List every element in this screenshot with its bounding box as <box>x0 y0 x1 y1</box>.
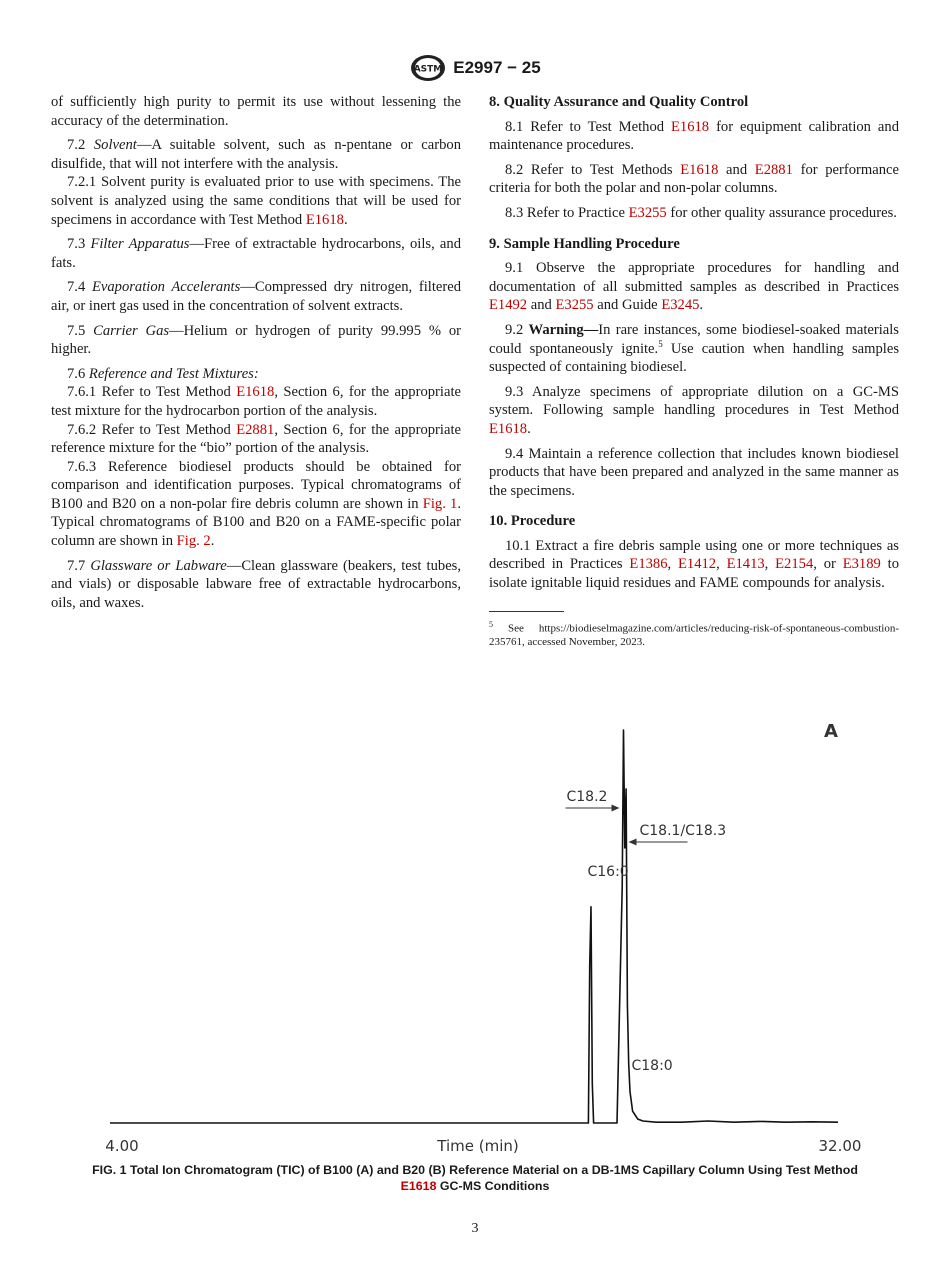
annotation-c18-1-c18-3: C18.1/C18.3 <box>639 823 727 839</box>
footnote-ref[interactable]: 5 <box>658 338 663 349</box>
paragraph-7-4: 7.4 Evaporation Accelerants—Compressed dry nitrogen, filtered air, or inert gas used in the concentration of solvent extracts. <box>51 279 462 314</box>
x-tick-label-end: 32.00 <box>818 1137 862 1155</box>
paragraph-7-5: 7.5 Carrier Gas—Helium or hydrogen of purity 99.995 % or higher. <box>51 322 461 358</box>
ref-e3255-link[interactable]: E3255 <box>628 204 667 221</box>
ref-e1386-link[interactable]: E1386 <box>629 556 668 573</box>
paragraph-8-1: 8.1 Refer to Test Method E1618 for equipment calibration and maintenance procedures. <box>489 118 899 154</box>
ref-e3245-link[interactable]: E3245 <box>661 297 700 314</box>
ref-e2881-link[interactable]: E2881 <box>754 161 793 178</box>
paragraph-7-6-2: 7.6.2 Refer to Test Method E2881, Section 6, for the appropriate reference mixture for the “bio” portion of the analysis. <box>51 421 461 457</box>
chromatogram-chart <box>90 705 870 1165</box>
paragraph-8-3: 8.3 Refer to Practice E3255 for other quality assurance procedures. <box>505 204 897 221</box>
right-column <box>489 93 899 649</box>
left-column <box>51 93 461 618</box>
ref-e2154-link[interactable]: E2154 <box>775 556 814 573</box>
ref-e1492-link[interactable]: E1492 <box>489 297 528 314</box>
chart-panel-label: A <box>824 721 838 742</box>
paragraph-10-1: 10.1 Extract a fire debris sample using one or more techniques as described in Practices E1386, E1412, E1413, E2154, or E3189 to isolate ignitable liquid residues and FAME compounds for analysis. <box>489 537 900 592</box>
ref-e1618-link[interactable]: E1618 <box>489 420 528 437</box>
tic-series-line <box>110 730 838 1123</box>
footnote-divider <box>489 611 564 612</box>
paragraph-8-2: 8.2 Refer to Test Methods E1618 and E2881 for performance criteria for both the polar and non-polar columns. <box>489 161 899 197</box>
astm-logo-icon <box>409 53 447 83</box>
ref-e1412-link[interactable]: E1412 <box>677 556 717 573</box>
paragraph-7-6: 7.6 Reference and Test Mixtures: <box>67 365 259 382</box>
ref-e3189-link[interactable]: E3189 <box>842 556 881 573</box>
annotation-arrowhead-c18-2 <box>612 805 620 812</box>
figure-caption: FIG. 1 Total Ion Chromatogram (TIC) of B100 (A) and B20 (B) Reference Material on a DB-1MS Capillary Column Using Test Method E1618 GC-MS Conditions <box>92 1163 858 1193</box>
document-id: E2997 − 25 <box>453 58 541 77</box>
paragraph-9-2: 9.2 Warning—In rare instances, some biodiesel-soaked materials could spontaneously ignite.$^5$ Use caution when handling samples suspected of containing biodiesel. <box>489 321 899 376</box>
annotation-c18-0: C18:0 <box>631 1058 673 1074</box>
ref-e1413-link[interactable]: E1413 <box>726 556 765 573</box>
ref-e1618-link[interactable]: E1618 <box>671 118 710 135</box>
chromatogram-figure <box>90 705 870 1165</box>
section-8-heading: 8. Quality Assurance and Quality Control <box>489 94 749 110</box>
ref-e2881-link[interactable]: E2881 <box>236 421 275 438</box>
paragraph-7-6-3: 7.6.3 Reference biodiesel products should be obtained for comparison and identification purposes. Typical chromatograms of B100 and B20 on a non-polar fire debris column are shown in Fig. 1. Typical chromatograms of B100 and B20 on a FAME-specific polar column are shown in Fig. 2. <box>51 458 461 550</box>
annotation-c16-0: C16:0 <box>587 864 629 880</box>
ref-e1618-link[interactable]: E1618 <box>236 384 275 401</box>
annotation-c18-2: C18.2 <box>566 789 608 805</box>
section-9-heading: 9. Sample Handling Procedure <box>489 235 680 252</box>
paragraph-9-3: 9.3 Analyze specimens of appropriate dilution on a GC-MS system. Following sample handling procedures in Test Method E1618. <box>489 383 899 437</box>
section-10-heading: 10. Procedure <box>489 513 576 530</box>
paragraph-7-2: 7.2 Solvent—A suitable solvent, such as n-pentane or carbon disulfide, that will not interfere with the analysis. <box>51 137 461 172</box>
svg-text:ASTM: ASTM <box>413 64 443 75</box>
paragraph-7-2-1: 7.2.1 Solvent purity is evaluated prior to use with specimens. The solvent is analyzed using the same conditions that will be used for specimens in accordance with Test Method E1618. <box>51 174 461 228</box>
paragraph-7-3: 7.3 Filter Apparatus—Free of extractable hydrocarbons, oils, and fats. <box>51 236 461 271</box>
paragraph-9-1: 9.1 Observe the appropriate procedures for handling and documentation of all submitted samples as described in Practices E1492 and E3255 and Guide E3245. <box>489 260 899 314</box>
ref-e1618-link[interactable]: E1618 <box>680 161 719 178</box>
paragraph-9-4: 9.4 Maintain a reference collection that includes known biodiesel products that have been prepared and analyzed in the same manner as the specimens. <box>489 445 899 499</box>
footnote-5: $^5$ See https://biodieselmagazine.com/articles/reducing-risk-of-spontaneous-combustion-235761, accessed November, 2023. <box>489 619 899 649</box>
ref-e1618-link[interactable]: E1618 <box>305 211 344 228</box>
paragraph-continuation: of sufficiently high purity to permit its use without lessening the accuracy of the determination. <box>51 94 461 129</box>
x-axis-label: Time (min) <box>437 1137 519 1155</box>
ref-e3255-link[interactable]: E3255 <box>555 297 594 314</box>
page-number: 3 <box>471 1221 479 1236</box>
ref-e1618-link[interactable]: E1618 <box>400 1179 437 1193</box>
page-header <box>0 52 950 84</box>
annotation-arrowhead-c18-1 <box>629 839 637 846</box>
paragraph-7-7: 7.7 Glassware or Labware—Clean glassware (beakers, test tubes, and vials) or disposable labware free of extractable hydrocarbons, oils, and waxes. <box>51 557 461 611</box>
x-tick-label-start: 4.00 <box>105 1137 139 1155</box>
paragraph-7-6-1: 7.6.1 Refer to Test Method E1618, Section 6, for the appropriate test mixture for the hydrocarbon portion of the analysis. <box>51 384 461 419</box>
fig-2-link[interactable]: Fig. 2 <box>176 533 211 550</box>
fig-1-link[interactable]: Fig. 1 <box>422 495 458 512</box>
